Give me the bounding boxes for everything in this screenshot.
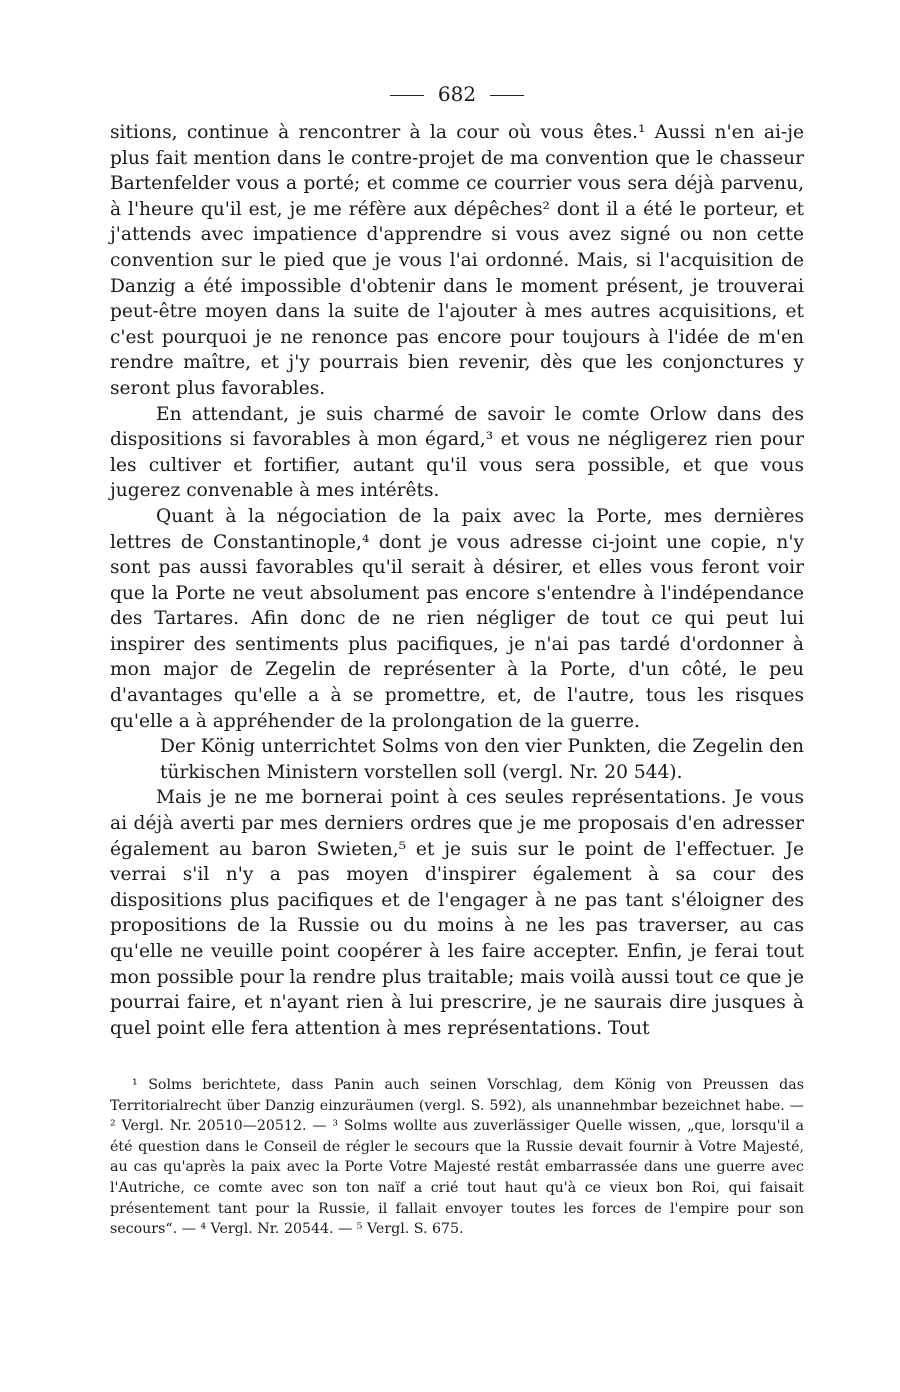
page-number: 682: [437, 82, 477, 106]
paragraph-orlow: En attendant, je suis charmé de savoir le comte Orlow dans des dispositions si favorables à mon égard,³ et vous ne négligerez rien pour les cultiver et fortifier, autant qu'il vous sera possible, et que vous jugerez convenable à mes intérêts.: [110, 403, 804, 502]
paragraph-continuation: sitions, continue à rencontrer à la cour où vous êtes.¹ Aussi n'en ai-je plus fait mention dans le contre-projet de ma convention que le chasseur Bartenfelder vous a porté; et comme ce courrier vous sera déjà parvenu, à l'heure qu'il est, je me réfère aux dépêches² dont il a été le porteur, et j'attends avec impatience d'apprendre si vous avez signé ou non cette convention sur le pied que je vous l'ai ordonné. Mais, si l'acquisition de Danzig a été impossible d'obtenir dans le moment présent, je trouverai peut-être moyen dans la suite de l'ajouter à mes autres acquisitions, et c'est pourquoi je ne renonce pas encore pour toujours à l'idée de m'en rendre maître, et j'y pourrais bien revenir, dès que les conjonctures y seront plus favorables.: [110, 122, 804, 399]
footnotes: [110, 1075, 804, 1240]
header-dash-left: [390, 95, 424, 96]
summary-note: Der König unterrichtet Solms von den vier Punkten, die Zegelin den türkischen Ministern vorstellen soll (vergl. Nr. 20 544).: [160, 736, 804, 783]
header-dash-right: [490, 95, 524, 96]
footnote-text: ¹ Solms berichtete, dass Panin auch seinen Vorschlag, dem König von Preussen das Territorialrecht über Danzig einzuräumen (vergl. S. 592), als unannehmbar bezeichnet habe. — ² Vergl. Nr. 20510—20512. — ³ Solms wollte aus zuverlässiger Quelle wissen, „que, lorsqu'il a été question dans le Conseil de régler le secours que la Russie devait fournir à Votre Majesté, au cas qu'après la paix avec la Porte Votre Majesté restât embarrassée dans une guerre avec l'Autriche, ce comte avec son ton naïf a crié tout haut qu'à ce vieux bon Roi, qui faisait présentement tant pour la Russie, il fallait envoyer toutes les forces de l'empire pour son secours“. — ⁴ Vergl. Nr. 20544. — ⁵ Vergl. S. 675.: [110, 1077, 804, 1238]
paragraph-porte: Quant à la négociation de la paix avec la Porte, mes dernières lettres de Constantinople,⁴ dont je vous adresse ci-joint une copie, n'y sont pas aussi favorables qu'il serait à désirer, et elles vous feront voir que la Porte ne veut absolument pas encore s'entendre à l'indépendance des Tartares. Afin donc de ne rien négliger de tout ce qui peut lui inspirer des sentiments plus pacifiques, je n'ai pas tardé d'ordonner à mon major de Zegelin de représenter à la Porte, d'un côté, le peu d'avantages qu'elle a à se promettre, et, de l'autre, tous les risques qu'elle a à appréhender de la prolongation de la guerre.: [110, 505, 804, 732]
paragraph-swieten: Mais je ne me bornerai point à ces seules représentations. Je vous ai déjà averti par mes derniers ordres que je me proposais d'en adresser également au baron Swieten,⁵ et je suis sur le point de l'effectuer. Je verrai s'il n'y a pas moyen d'inspirer également à sa cour des dispositions plus pacifiques et de l'engager à ne pas tant s'éloigner des propositions de la Russie ou du moins à ne les pas traverser, au cas qu'elle ne veuille point coopérer à les faire accepter. Enfin, je ferai tout mon possible pour la rendre plus traitable; mais voilà aussi tout ce que je pourrai faire, et n'ayant rien à lui prescrire, je ne saurais dire jusques à quel point elle fera attention à mes représentations. Tout: [110, 787, 804, 1039]
page-header: [110, 82, 804, 108]
page: [110, 82, 804, 1041]
main-text: [110, 120, 804, 1041]
